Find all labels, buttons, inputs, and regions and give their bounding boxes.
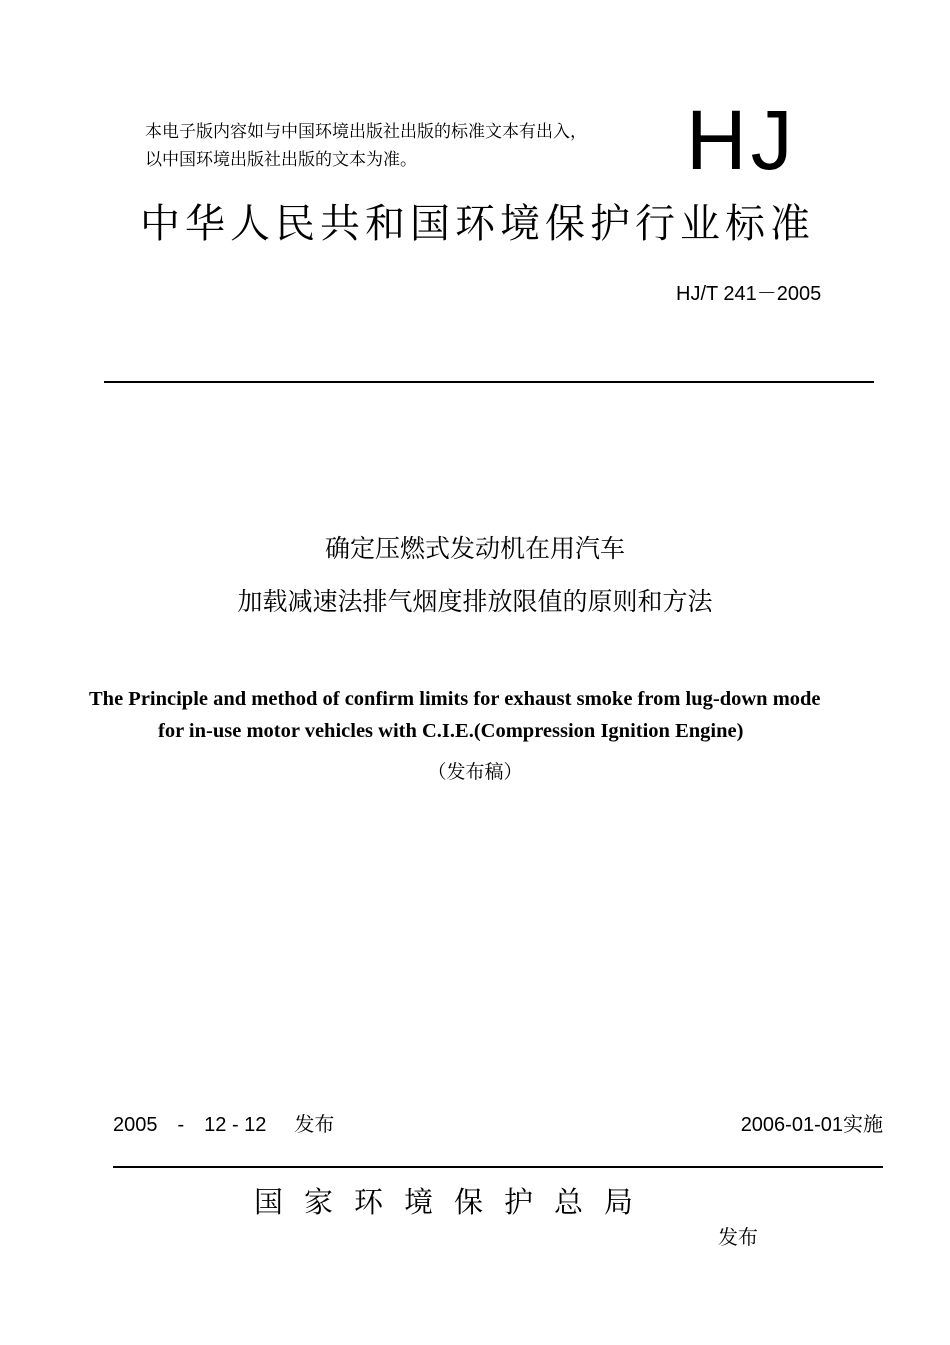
english-title-line-2: for in-use motor vehicles with C.I.E.(Compression Ignition Engine): [158, 720, 744, 742]
implementation-date-block: [741, 1110, 883, 1139]
notice-line-1: 本电子版内容如与中国环境出版社出版的标准文本有出入，: [145, 122, 587, 142]
bottom-divider: [113, 1166, 883, 1168]
implementation-date: 2006-01-01: [740, 1114, 843, 1136]
hj-logo: HJ: [686, 93, 797, 187]
top-divider: [104, 381, 874, 383]
industry-standard-heading: 中华人民共和国环境保护行业标准: [140, 201, 815, 247]
draft-note: （发布稿）: [427, 761, 523, 783]
notice-line-2: 以中国环境出版社出版的文本为准。: [145, 150, 417, 170]
issue-date: 2005 - 12 - 12: [113, 1114, 267, 1136]
publish-label: 发布: [718, 1225, 758, 1249]
chinese-title-line-1: 确定压燃式发动机在用汽车: [324, 534, 625, 563]
chinese-title-line-2: 加载减速法排气烟度排放限值的原则和方法: [237, 587, 713, 616]
implementation-label: 实施: [843, 1112, 883, 1136]
english-title-line-1: The Principle and method of confirm limits for exhaust smoke from lug-down mode: [89, 688, 821, 710]
issue-label: 发布: [294, 1112, 335, 1136]
issue-date-block: [113, 1110, 334, 1139]
issuing-agency: 国家环境保护总局: [254, 1185, 655, 1219]
electronic-version-notice: [145, 118, 587, 174]
standard-number: HJ/T 241－2005: [676, 283, 822, 305]
